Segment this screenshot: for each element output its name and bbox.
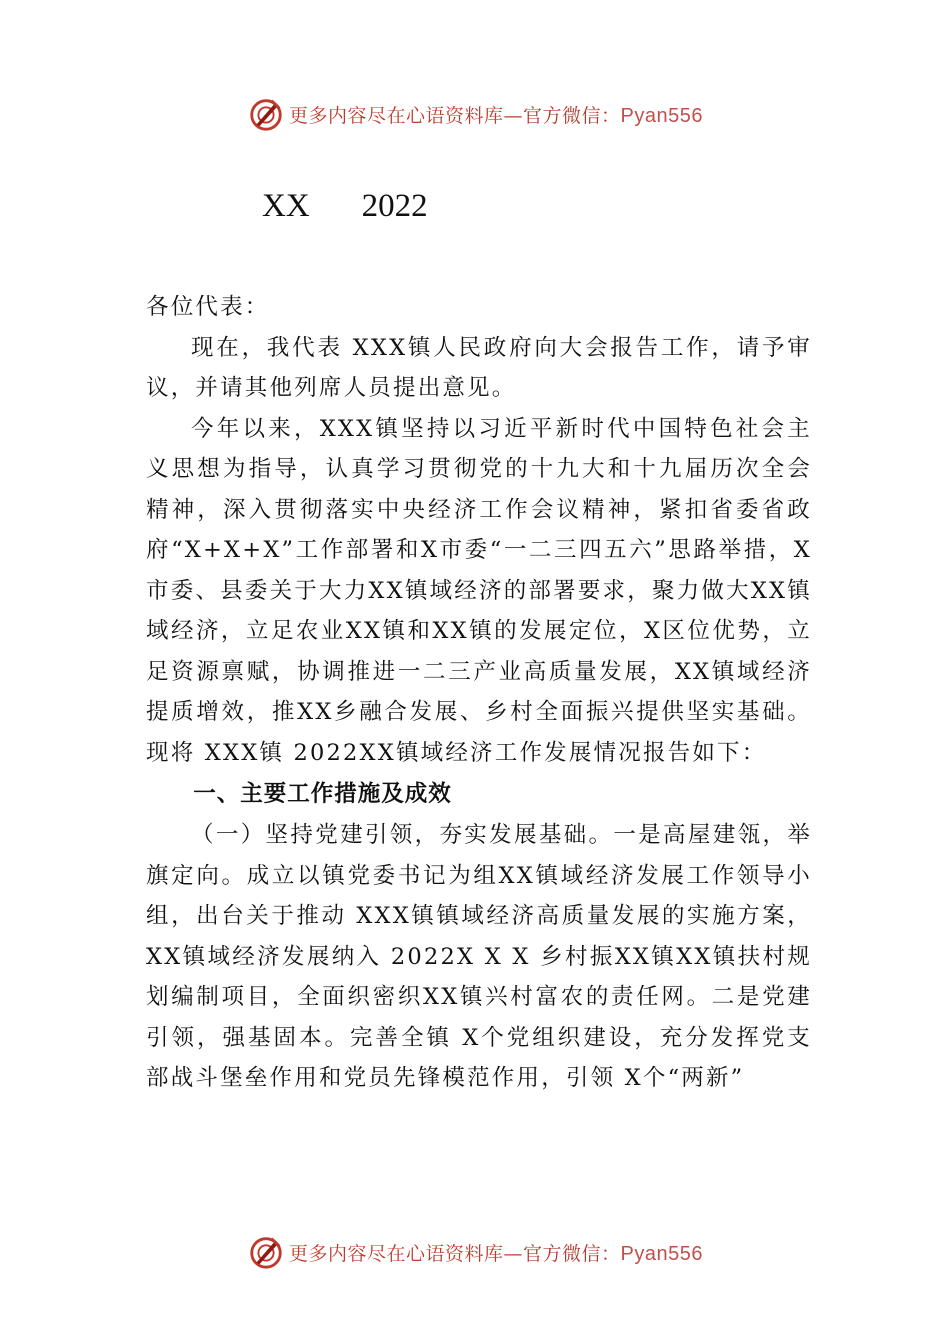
header-watermark-banner — [0, 92, 950, 136]
pen-logo-icon — [247, 1233, 285, 1271]
document-title — [262, 188, 428, 225]
title-part-1: XX — [262, 188, 310, 224]
title-part-2: 2022 — [361, 188, 428, 224]
paragraph-intro: 现在，我代表 XXX镇人民政府向大会报告工作，请予审议，并请其他列席人员提出意见。 — [146, 334, 812, 401]
document-body — [146, 287, 812, 1099]
salutation: 各位代表： — [146, 294, 270, 320]
banner-text: 更多内容尽在心语资料库—官方微信：Pyan556 — [289, 1242, 703, 1265]
pen-logo-icon — [247, 95, 285, 133]
banner-text: 更多内容尽在心语资料库—官方微信：Pyan556 — [289, 104, 703, 127]
footer-watermark-banner — [0, 1230, 950, 1274]
paragraph-summary: 今年以来，XXX镇坚持以习近平新时代中国特色社会主义思想为指导，认真学习贯彻党的十九大和十九届历次全会精神，深入贯彻落实中央经济工作会议精神，紧扣省委省政府“X+X+X”工作部署和X市委“一二三四五六”思路举措，X市委、县委关于大力XX镇域经济的部署要求，聚力做大XX镇域经济，立足农业XX镇和XX镇的发展定位，X区位优势，立足资源禀赋，协调推进一二三产业高质量发展，XX镇域经济提质增效，推XX乡融合发展、乡村全面振兴提供坚实基础。现将 XXX镇 2022XX镇域经济工作发展情况报告如下： — [146, 415, 812, 766]
section-heading: 一、主要工作措施及成效 — [193, 781, 452, 807]
paragraph-party-building: （一）坚持党建引领，夯实发展基础。一是高屋建瓴，举旗定向。成立以镇党委书记为组XX镇域经济发展工作领导小组，出台关于推动 XXX镇镇域经济高质量发展的实施方案，XX镇域经济发展纳入 2022X X X 乡村振XX镇XX镇扶村规划编制项目，全面织密织XX镇兴村富农的责任网。二是党建引领，强基固本。完善全镇 X个党组织建设，充分发挥党支部战斗堡垒作用和党员先锋模范作用，引领 X个“两新” — [146, 822, 812, 1091]
